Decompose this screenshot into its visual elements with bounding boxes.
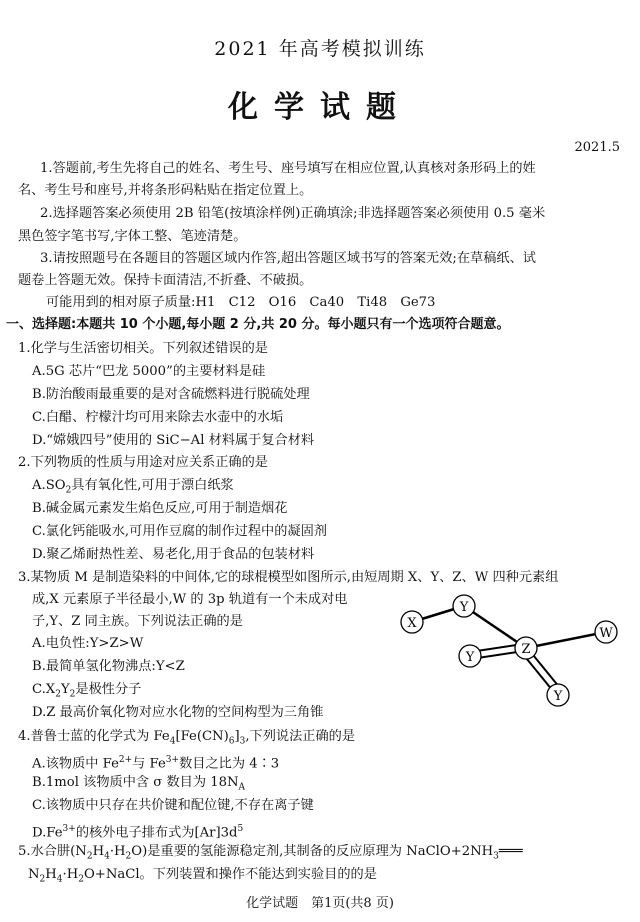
exam-title: 2021 年高考模拟训练 xyxy=(214,38,426,60)
q4-option-a: A.该物质中 $Fe^{2+}$与 $Fe^{3+}$数目之比为 4∶3 xyxy=(32,755,280,772)
q3-option-d: D.Z 最高价氧化物对应水化物的空间构型为三角锥 xyxy=(32,705,324,720)
instruction-3-line-1: 3.请按照题号在各题目的答题区域内作答,超出答题区域书写的答案无效;在草稿纸、试 xyxy=(40,251,536,266)
q2-option-d: D.聚乙烯耐热性差、易老化,用于食品的包装材料 xyxy=(32,547,315,562)
q5-stem-line-2: $N_2H_4\cdot H_2O+NaCl$。下列装置和操作不能达到实验目的的是 xyxy=(28,867,377,885)
atom-y-bottom-label: Y xyxy=(553,689,563,704)
instruction-2-line-2: 黑色签字笔书写,字体工整、笔迹清楚。 xyxy=(18,229,247,244)
instruction-3-line-2: 题卷上答题无效。保持卡面清洁,不折叠、不破损。 xyxy=(18,273,313,288)
q3-option-b: B.最简单氢化物沸点:Y<Z xyxy=(32,659,185,674)
q2-option-b: B.碱金属元素发生焰色反应,可用于制造烟花 xyxy=(32,501,288,516)
atom-z-label: Z xyxy=(521,642,531,657)
instruction-2-line-1: 2.选择题答案必须使用 2B 铅笔(按填涂样例)正确填涂;非选择题答案必须使用 0.5 毫米 xyxy=(40,206,546,221)
q5-stem-line-1: 5.水合肼$(N_2H_4\cdot H_2O)$是重要的氢能源稳定剂,其制备的反应原理为 $NaClO+2NH_3═══$ xyxy=(18,844,523,862)
exam-date: 2021.5 xyxy=(574,140,620,155)
q3-stem-line-2: 成,X 元素原子半径最小,W 的 3p 轨道有一个未成对电 xyxy=(32,592,348,607)
subject-title: 化学试题 xyxy=(228,90,412,125)
atom-x-label: X xyxy=(407,616,417,631)
q1-option-b: B.防治酸雨最重要的是对含硫燃料进行脱硫处理 xyxy=(32,387,310,402)
section-1-heading: 一、选择题:本题共 10 个小题,每小题 2 分,共 20 分。每小题只有一个选项符合题意。 xyxy=(6,317,510,332)
q4-stem: 4.普鲁士蓝的化学式为 $Fe_4[Fe(CN)_6]_3$,下列说法正确的是 xyxy=(18,729,356,747)
ball-and-stick-model xyxy=(390,588,630,718)
instruction-1-line-2: 名、考生号和座号,并将条形码粘贴在指定位置上。 xyxy=(18,183,313,198)
atom-y-top-label: Y xyxy=(459,600,469,615)
q2-option-c: C.氯化钙能吸水,可用作豆腐的制作过程中的凝固剂 xyxy=(32,524,327,539)
atomic-mass-line: 可能用到的相对原子质量:H1 C12 O16 Ca40 Ti48 Ge73 xyxy=(46,295,436,310)
q2-option-a: $A.SO_2$具有氧化性,可用于漂白纸浆 xyxy=(32,478,234,496)
q3-option-a: A.电负性:Y>Z>W xyxy=(32,636,144,651)
atom-w-label: W xyxy=(599,626,613,641)
q4-option-c: C.该物质中只存在共价键和配位键,不存在离子键 xyxy=(32,798,314,813)
instruction-1-line-1: 1.答题前,考生先将自己的姓名、考生号、座号填写在相应位置,认真核对条形码上的姓 xyxy=(40,161,536,176)
q4-option-b: B.1mol 该物质中含 σ 数目为 $18N_A$ xyxy=(32,775,246,793)
q3-option-c: $C.X_2Y_2$是极性分子 xyxy=(32,682,142,700)
atom-y-left-label: Y xyxy=(465,650,475,665)
q1-option-a: A.5G 芯片“巴龙 5000”的主要材料是硅 xyxy=(32,364,266,379)
q4-option-d: $D.Fe^{3+}$的核外电子排布式为$[Ar]3d^5$ xyxy=(32,824,244,841)
q2-stem: 2.下列物质的性质与用途对应关系正确的是 xyxy=(18,455,268,470)
q3-stem-line-1: 3.某物质 M 是制造染料的中间体,它的球棍模型如图所示,由短周期 X、Y、Z、W 四种元素组 xyxy=(18,570,559,585)
q1-option-c: C.白醋、柠檬汁均可用来除去水壶中的水垢 xyxy=(32,410,284,425)
q1-option-d: D.“嫦娥四号”使用的 SiC−Al 材料属于复合材料 xyxy=(32,433,315,448)
q1-stem: 1.化学与生活密切相关。下列叙述错误的是 xyxy=(18,341,268,356)
q3-stem-line-3: 子,Y、Z 同主族。下列说法正确的是 xyxy=(32,614,243,629)
page-footer: 化学试题 第1页(共8 页) xyxy=(246,896,394,911)
bond-z-w xyxy=(526,632,606,648)
